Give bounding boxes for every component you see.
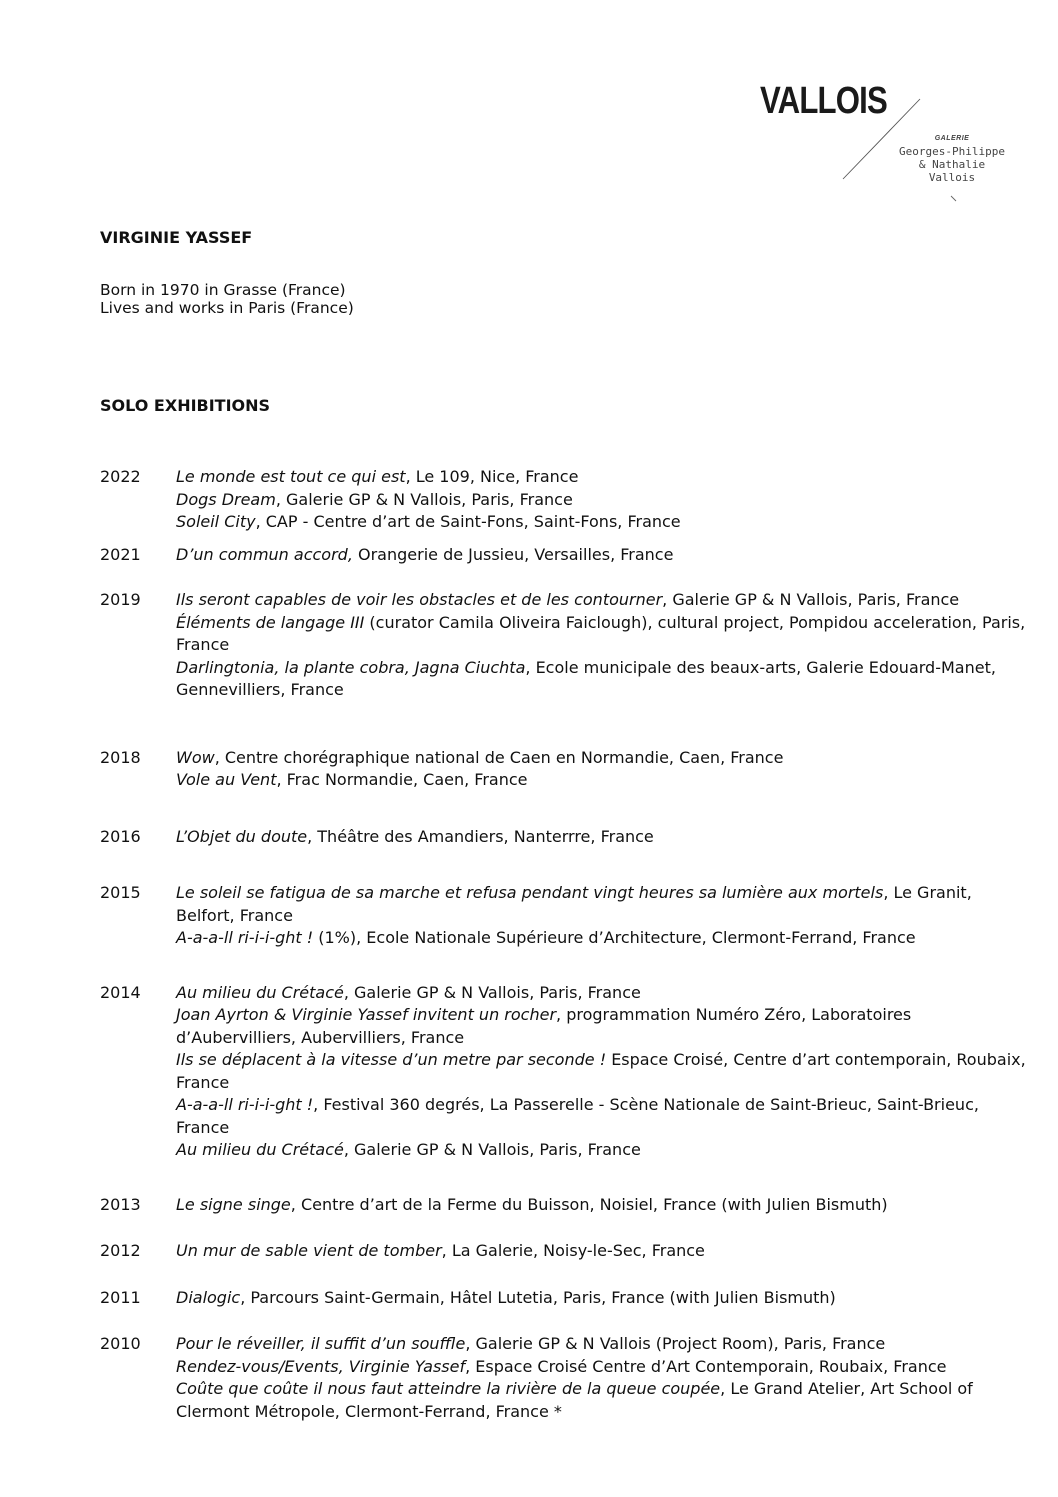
- exhibition-year: 2010: [100, 1334, 141, 1353]
- exhibition-title: Soleil City: [176, 512, 256, 531]
- exhibition-items: [176, 1240, 1030, 1263]
- exhibition-venue: , Parcours Saint-Germain, Hâtel Lutetia, Paris, France (with Julien Bismuth): [240, 1287, 836, 1307]
- exhibition-entry: [176, 1004, 1030, 1049]
- exhibition-venue: Orangerie de Jussieu, Versailles, France: [352, 544, 674, 564]
- exhibition-venue: , Galerie GP & N Vallois, Paris, France: [343, 1140, 641, 1159]
- exhibition-venue: , Galerie GP & N Vallois, Paris, France: [662, 590, 960, 609]
- year-row: [100, 1194, 1030, 1217]
- exhibition-items: [176, 1194, 1030, 1217]
- logo-line-2: & Nathalie: [918, 158, 986, 171]
- exhibition-venue: , Le Grand Atelier, Art School of Clermont Métropole, Clermont-Ferrand, France *: [176, 1379, 973, 1421]
- exhibition-year: 2014: [100, 982, 141, 1002]
- exhibition-title: Au milieu du Crétacé: [176, 1140, 344, 1159]
- exhibition-entry: [176, 1139, 1030, 1162]
- exhibition-title: Ils seront capables de voir les obstacles et de les contourner: [176, 590, 663, 609]
- exhibition-title: Le soleil se fatigua de sa marche et refusa pendant vingt heures sa lumière aux mortels: [176, 883, 884, 902]
- year-row: [100, 747, 1030, 792]
- exhibition-entry: [176, 489, 1030, 512]
- logo-tick-icon: [950, 195, 960, 203]
- exhibition-entry: [176, 544, 1030, 567]
- exhibition-venue: , CAP - Centre d’art de Saint-Fons, Saint-Fons, France: [255, 512, 681, 531]
- exhibition-year: 2015: [100, 883, 141, 902]
- logo-line-3: Vallois: [928, 171, 976, 184]
- exhibition-entry: [176, 1240, 1030, 1263]
- exhibition-entry: [176, 1194, 1030, 1217]
- exhibition-title: A-a-a-ll ri-i-i-ght !: [176, 1095, 314, 1114]
- exhibition-venue: , Galerie GP & N Vallois, Paris, France: [275, 489, 573, 509]
- exhibition-title: Joan Ayrton & Virginie Yassef invitent un rocher: [176, 1005, 557, 1024]
- exhibition-title: Vole au Vent: [176, 770, 277, 789]
- exhibition-entry: [176, 1378, 1030, 1423]
- year-row: [100, 544, 1030, 567]
- year-row: [100, 982, 1030, 1162]
- year-row: [100, 466, 1030, 534]
- exhibition-title: Wow: [176, 747, 215, 767]
- artist-bio: [100, 281, 354, 317]
- exhibition-venue: , Centre chorégraphique national de Caen en Normandie, Caen, France: [214, 747, 784, 767]
- exhibition-title: Pour le réveiller, il suffit d’un souffle: [176, 1334, 466, 1353]
- exhibition-entry: [176, 1094, 1030, 1139]
- year-row: [100, 1240, 1030, 1263]
- exhibition-entry: [176, 511, 1030, 534]
- year-row: [100, 589, 1030, 702]
- exhibition-entry: [176, 466, 1030, 489]
- exhibition-items: [176, 882, 1030, 950]
- artist-born: Born in 1970 in Grasse (France): [100, 281, 346, 299]
- exhibition-venue: , Galerie GP & N Vallois, Paris, France: [343, 982, 641, 1002]
- year-row: [100, 1333, 1030, 1423]
- exhibition-list: [100, 466, 1030, 1423]
- exhibition-items: [176, 826, 1030, 849]
- exhibition-entry: [176, 1049, 1030, 1094]
- exhibition-venue: , Le 109, Nice, France: [405, 467, 579, 486]
- artist-name: VIRGINIE YASSEF: [100, 228, 253, 247]
- exhibition-title: L’Objet du doute: [176, 826, 308, 846]
- exhibition-entry: [176, 657, 1030, 702]
- exhibition-items: [176, 982, 1030, 1162]
- year-row: [100, 882, 1030, 950]
- exhibition-year: 2011: [100, 1287, 141, 1307]
- logo-line-1: Georges-Philippe: [899, 145, 1005, 158]
- exhibition-title: Darlingtonia, la plante cobra, Jagna Ciuchta: [176, 657, 526, 677]
- exhibition-entry: [176, 769, 1030, 792]
- exhibition-title: Coûte que coûte il nous faut atteindre la rivière de la queue coupée: [176, 1379, 721, 1398]
- exhibition-venue: , Festival 360 degrés, La Passerelle - Scène Nationale de Saint-Brieuc, Saint-Brieuc, France: [176, 1095, 979, 1137]
- exhibition-year: 2022: [100, 467, 141, 486]
- exhibition-venue: , Le Granit, Belfort, France: [176, 883, 972, 925]
- exhibition-venue: , Galerie GP & N Vallois (Project Room), Paris, France: [465, 1334, 886, 1353]
- exhibition-venue: , programmation Numéro Zéro, Laboratoires d’Aubervilliers, Aubervilliers, France: [176, 1005, 912, 1047]
- logo-wordmark: VALLOIS: [760, 80, 887, 122]
- exhibition-entry: [176, 927, 1030, 950]
- exhibition-title: Au milieu du Crétacé: [176, 982, 344, 1002]
- exhibition-title: D’un commun accord,: [176, 544, 353, 564]
- exhibition-venue: (curator Camila Oliveira Faiclough), cultural project, Pompidou acceleration, Paris, France: [176, 612, 1026, 654]
- gallery-logo: [760, 80, 1020, 210]
- exhibition-entry: [176, 1356, 1030, 1379]
- exhibition-title: Éléments de langage III: [176, 612, 365, 632]
- exhibition-items: [176, 1287, 1030, 1310]
- exhibition-entry: [176, 882, 1030, 927]
- exhibition-entry: [176, 1333, 1030, 1356]
- exhibition-title: Dogs Dream: [176, 489, 276, 509]
- artist-lives: Lives and works in Paris (France): [100, 299, 354, 317]
- exhibition-year: 2012: [100, 1241, 141, 1260]
- exhibition-venue: , Frac Normandie, Caen, France: [276, 770, 528, 789]
- exhibition-title: Le signe singe: [176, 1194, 291, 1214]
- exhibition-venue: (1%), Ecole Nationale Supérieure d’Architecture, Clermont-Ferrand, France: [313, 928, 916, 947]
- exhibition-venue: , Théâtre des Amandiers, Nanterrre, France: [307, 826, 654, 846]
- exhibition-title: Un mur de sable vient de tomber: [176, 1241, 442, 1260]
- exhibition-venue: , Centre d’art de la Ferme du Buisson, Noisiel, France (with Julien Bismuth): [290, 1194, 888, 1214]
- logo-subtitle: [892, 132, 1012, 184]
- exhibition-title: Rendez-vous/Events, Virginie Yassef: [176, 1356, 466, 1376]
- exhibition-year: 2016: [100, 826, 141, 846]
- logo-galerie: GALERIE: [934, 135, 970, 142]
- exhibition-year: 2019: [100, 590, 141, 609]
- exhibition-entry: [176, 747, 1030, 770]
- exhibition-entry: [176, 982, 1030, 1005]
- exhibition-title: Ils se déplacent à la vitesse d’un metre par seconde !: [176, 1050, 607, 1069]
- year-row: [100, 826, 1030, 849]
- exhibition-year: 2013: [100, 1194, 141, 1214]
- exhibition-title: A-a-a-ll ri-i-i-ght !: [176, 928, 314, 947]
- exhibition-venue: Espace Croisé, Centre d’art contemporain, Roubaix, France: [176, 1050, 1026, 1092]
- exhibition-entry: [176, 612, 1030, 657]
- section-title: SOLO EXHIBITIONS: [100, 396, 271, 415]
- exhibition-items: [176, 1333, 1030, 1423]
- exhibition-venue: , Espace Croisé Centre d’Art Contemporain, Roubaix, France: [465, 1356, 947, 1376]
- exhibition-entry: [176, 589, 1030, 612]
- exhibition-year: 2021: [100, 544, 141, 564]
- exhibition-year: 2018: [100, 747, 141, 767]
- exhibition-items: [176, 466, 1030, 534]
- exhibition-title: Le monde est tout ce qui est: [176, 467, 406, 486]
- exhibition-venue: , La Galerie, Noisy-le-Sec, France: [441, 1241, 705, 1260]
- exhibition-venue: , Ecole municipale des beaux-arts, Galerie Edouard-Manet, Gennevilliers, France: [176, 657, 996, 699]
- exhibition-title: Dialogic: [176, 1287, 241, 1307]
- exhibition-entry: [176, 826, 1030, 849]
- exhibition-entry: [176, 1287, 1030, 1310]
- exhibition-items: [176, 747, 1030, 792]
- year-row: [100, 1287, 1030, 1310]
- exhibition-items: [176, 589, 1030, 702]
- exhibition-items: [176, 544, 1030, 567]
